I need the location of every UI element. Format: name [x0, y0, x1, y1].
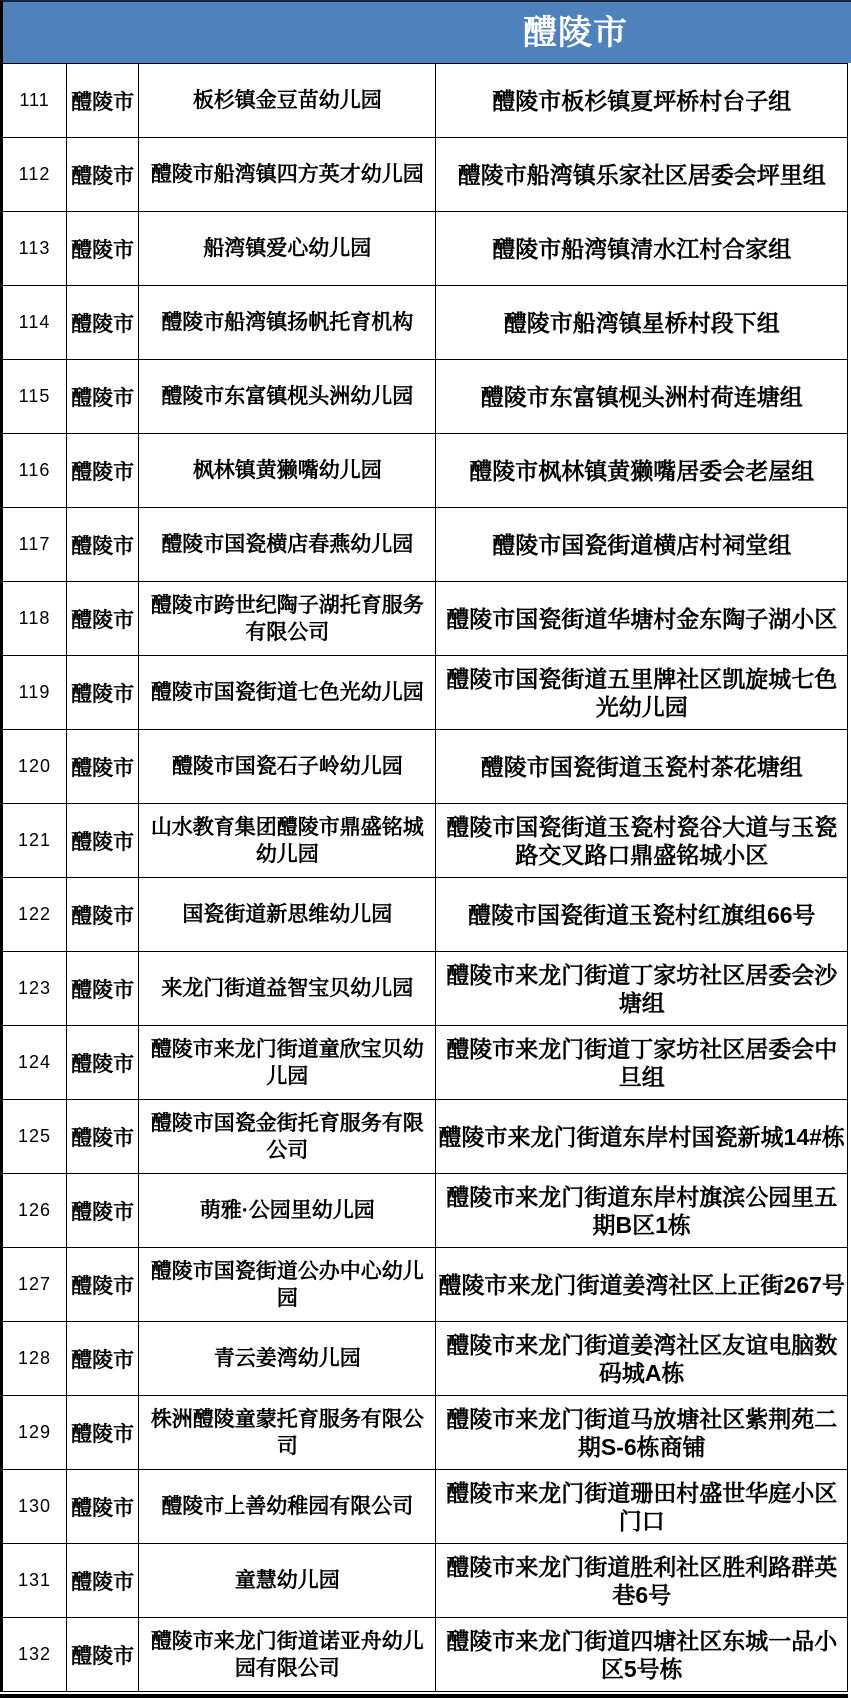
table-row	[2, 656, 848, 730]
table-row	[2, 952, 848, 1026]
cell-name: 萌雅·公园里幼儿园	[139, 1174, 436, 1248]
cell-no: 125	[2, 1100, 67, 1174]
table-row	[2, 138, 848, 212]
cell-no: 115	[2, 360, 67, 434]
table-row	[2, 1470, 848, 1544]
cell-city: 醴陵市	[67, 656, 139, 730]
cell-name: 醴陵市国瓷金街托育服务有限公司	[139, 1100, 436, 1174]
cell-address: 醴陵市来龙门街道丁家坊社区居委会沙塘组	[436, 952, 848, 1026]
cell-no: 120	[2, 730, 67, 804]
cell-city: 醴陵市	[67, 212, 139, 286]
cell-address: 醴陵市国瓷街道玉瓷村茶花塘组	[436, 730, 848, 804]
table-row	[2, 804, 848, 878]
facility-table-body	[2, 64, 848, 1692]
table-row	[2, 730, 848, 804]
cell-no: 111	[2, 64, 67, 138]
cell-no: 121	[2, 804, 67, 878]
cell-no: 132	[2, 1618, 67, 1692]
table-row	[2, 508, 848, 582]
cell-address: 醴陵市来龙门街道姜湾社区上正街267号	[436, 1248, 848, 1322]
cell-address: 醴陵市来龙门街道四塘社区东城一品小区5号栋	[436, 1618, 848, 1692]
cell-address: 醴陵市来龙门街道丁家坊社区居委会中旦组	[436, 1026, 848, 1100]
cell-no: 112	[2, 138, 67, 212]
cell-city: 醴陵市	[67, 1544, 139, 1618]
cell-address: 醴陵市船湾镇清水江村合家组	[436, 212, 848, 286]
cell-address: 醴陵市国瓷街道玉瓷村红旗组66号	[436, 878, 848, 952]
cell-no: 116	[2, 434, 67, 508]
cell-no: 117	[2, 508, 67, 582]
cell-name: 醴陵市跨世纪陶子湖托育服务有限公司	[139, 582, 436, 656]
cell-name: 醴陵市国瓷街道七色光幼儿园	[139, 656, 436, 730]
cell-address: 醴陵市来龙门街道胜利社区胜利路群英巷6号	[436, 1544, 848, 1618]
table-row	[2, 434, 848, 508]
cell-no: 123	[2, 952, 67, 1026]
cell-city: 醴陵市	[67, 730, 139, 804]
cell-name: 醴陵市国瓷横店春燕幼儿园	[139, 508, 436, 582]
cell-name: 板杉镇金豆苗幼儿园	[139, 64, 436, 138]
cell-name: 船湾镇爱心幼儿园	[139, 212, 436, 286]
cell-name: 青云姜湾幼儿园	[139, 1322, 436, 1396]
cell-no: 131	[2, 1544, 67, 1618]
cell-address: 醴陵市船湾镇星桥村段下组	[436, 286, 848, 360]
cell-city: 醴陵市	[67, 64, 139, 138]
city-header-band	[0, 0, 851, 63]
cell-address: 醴陵市枫林镇黄獭嘴居委会老屋组	[436, 434, 848, 508]
table-row	[2, 1322, 848, 1396]
table-row	[2, 1026, 848, 1100]
cell-address: 醴陵市来龙门街道马放塘社区紫荆苑二期S-6栋商铺	[436, 1396, 848, 1470]
table-row	[2, 1396, 848, 1470]
cell-name: 醴陵市来龙门街道诺亚舟幼儿园有限公司	[139, 1618, 436, 1692]
table-row	[2, 64, 848, 138]
cell-name: 山水教育集团醴陵市鼎盛铭城幼儿园	[139, 804, 436, 878]
table-row	[2, 1248, 848, 1322]
cell-address: 醴陵市来龙门街道珊田村盛世华庭小区门口	[436, 1470, 848, 1544]
cell-city: 醴陵市	[67, 952, 139, 1026]
cell-city: 醴陵市	[67, 360, 139, 434]
cell-no: 114	[2, 286, 67, 360]
cell-name: 醴陵市东富镇枧头洲幼儿园	[139, 360, 436, 434]
facility-table-wrap	[0, 63, 848, 1698]
table-row	[2, 286, 848, 360]
cell-no: 113	[2, 212, 67, 286]
cell-name: 醴陵市国瓷街道公办中心幼儿园	[139, 1248, 436, 1322]
cell-name: 童慧幼儿园	[139, 1544, 436, 1618]
cell-city: 醴陵市	[67, 582, 139, 656]
cell-address: 醴陵市来龙门街道姜湾社区友谊电脑数码城A栋	[436, 1322, 848, 1396]
cell-city: 醴陵市	[67, 1396, 139, 1470]
cell-address: 醴陵市来龙门街道东岸村旗滨公园里五期B区1栋	[436, 1174, 848, 1248]
cell-city: 醴陵市	[67, 1618, 139, 1692]
cell-city: 醴陵市	[67, 1248, 139, 1322]
table-row	[2, 1174, 848, 1248]
cell-city: 醴陵市	[67, 286, 139, 360]
cell-city: 醴陵市	[67, 1100, 139, 1174]
cell-no: 119	[2, 656, 67, 730]
cell-city: 醴陵市	[67, 1470, 139, 1544]
cell-address: 醴陵市国瓷街道玉瓷村瓷谷大道与玉瓷路交叉路口鼎盛铭城小区	[436, 804, 848, 878]
cell-no: 127	[2, 1248, 67, 1322]
cell-address: 醴陵市国瓷街道华塘村金东陶子湖小区	[436, 582, 848, 656]
cell-city: 醴陵市	[67, 508, 139, 582]
cell-address: 醴陵市来龙门街道东岸村国瓷新城14#栋	[436, 1100, 848, 1174]
cell-city: 醴陵市	[67, 138, 139, 212]
cell-name: 来龙门街道益智宝贝幼儿园	[139, 952, 436, 1026]
page-title: 醴陵市	[523, 13, 628, 52]
cell-no: 128	[2, 1322, 67, 1396]
cell-address: 醴陵市国瓷街道横店村祠堂组	[436, 508, 848, 582]
cell-no: 130	[2, 1470, 67, 1544]
table-row	[2, 360, 848, 434]
cell-city: 醴陵市	[67, 434, 139, 508]
table-row	[2, 878, 848, 952]
table-row	[2, 1618, 848, 1692]
cell-city: 醴陵市	[67, 1322, 139, 1396]
cell-no: 118	[2, 582, 67, 656]
table-row	[2, 1544, 848, 1618]
cell-name: 枫林镇黄獭嘴幼儿园	[139, 434, 436, 508]
cell-city: 醴陵市	[67, 878, 139, 952]
cell-name: 醴陵市船湾镇四方英才幼儿园	[139, 138, 436, 212]
cell-name: 醴陵市国瓷石子岭幼儿园	[139, 730, 436, 804]
cell-no: 129	[2, 1396, 67, 1470]
cell-address: 醴陵市板杉镇夏坪桥村台子组	[436, 64, 848, 138]
cell-city: 醴陵市	[67, 1174, 139, 1248]
table-row	[2, 1100, 848, 1174]
facility-table	[0, 63, 848, 1692]
cell-city: 醴陵市	[67, 1026, 139, 1100]
cell-name: 国瓷街道新思维幼儿园	[139, 878, 436, 952]
cell-no: 124	[2, 1026, 67, 1100]
table-row	[2, 582, 848, 656]
table-row	[2, 212, 848, 286]
cell-city: 醴陵市	[67, 804, 139, 878]
cell-address: 醴陵市国瓷街道五里牌社区凯旋城七色光幼儿园	[436, 656, 848, 730]
cell-name: 醴陵市来龙门街道童欣宝贝幼儿园	[139, 1026, 436, 1100]
cell-address: 醴陵市东富镇枧头洲村荷连塘组	[436, 360, 848, 434]
cell-no: 126	[2, 1174, 67, 1248]
cell-name: 醴陵市上善幼稚园有限公司	[139, 1470, 436, 1544]
cell-name: 醴陵市船湾镇扬帆托育机构	[139, 286, 436, 360]
cell-address: 醴陵市船湾镇乐家社区居委会坪里组	[436, 138, 848, 212]
cell-name: 株洲醴陵童蒙托育服务有限公司	[139, 1396, 436, 1470]
cell-no: 122	[2, 878, 67, 952]
